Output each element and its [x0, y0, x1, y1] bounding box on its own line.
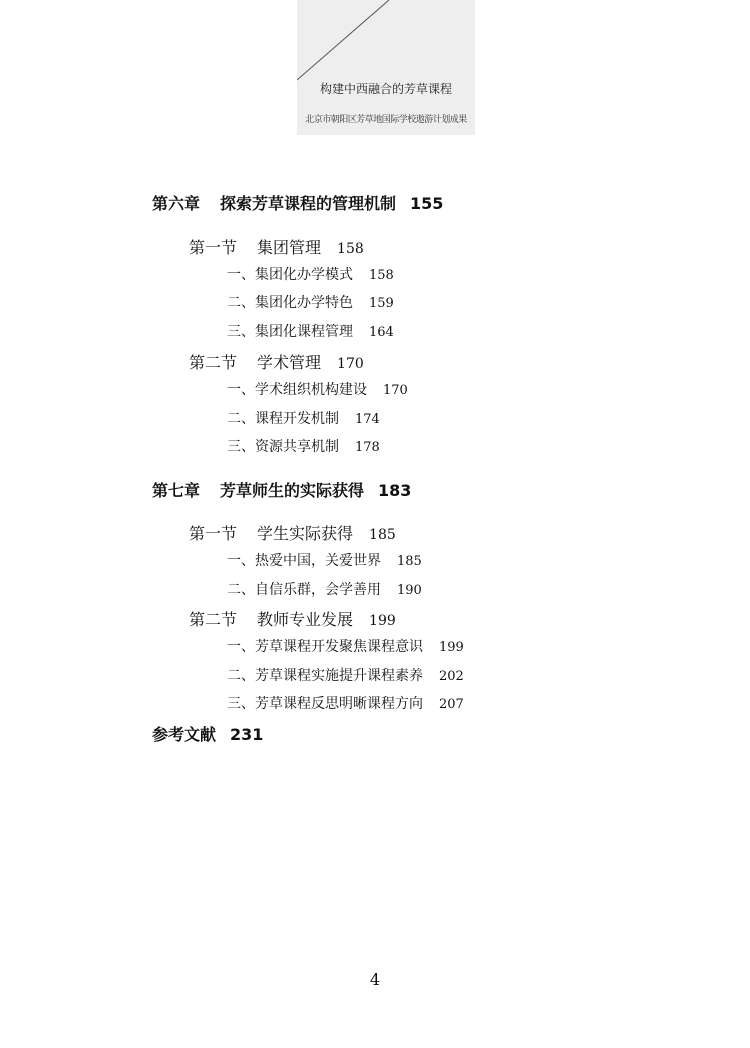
toc-page: 185	[397, 554, 422, 569]
toc-label: 二、	[227, 295, 255, 311]
toc-item	[227, 292, 394, 312]
toc-page: 199	[369, 613, 396, 629]
toc-title: 教师专业发展	[257, 610, 354, 629]
toc-item	[227, 665, 464, 685]
toc-label: 三、	[227, 324, 255, 340]
toc-title: 集团管理	[257, 238, 322, 257]
toc-label: 一、	[227, 553, 255, 569]
toc-title: 课程开发机制	[255, 411, 339, 427]
toc-page: 185	[369, 527, 396, 543]
toc-label: 一、	[227, 382, 255, 398]
toc-page: 174	[355, 412, 380, 427]
toc-page: 231	[230, 725, 264, 744]
toc-page: 178	[355, 440, 380, 455]
page-number: 4	[369, 970, 381, 989]
toc-label: 二、	[227, 668, 255, 684]
toc-label: 一、	[227, 639, 255, 655]
toc-title: 资源共享机制	[255, 439, 339, 455]
toc-item	[227, 321, 394, 341]
toc-label: 二、	[227, 582, 255, 598]
toc-chapter	[152, 722, 263, 745]
toc-page: 155	[410, 194, 444, 213]
toc-page: 158	[369, 268, 394, 283]
toc-item	[227, 636, 464, 656]
toc-page: 183	[378, 481, 412, 500]
toc-label: 第一节	[189, 524, 238, 543]
toc-label: 三、	[227, 696, 255, 712]
toc-item	[227, 436, 380, 456]
running-header-title: 构建中西融合的芳草课程	[319, 82, 452, 96]
toc-item	[227, 379, 408, 399]
toc-page: 199	[439, 640, 464, 655]
toc-chapter	[152, 191, 443, 214]
toc-title: 学术组织机构建设	[255, 382, 367, 398]
toc-title: 学生实际获得	[257, 524, 354, 543]
toc-page: 158	[337, 241, 364, 257]
running-header-subtitle: 北京市朝阳区芳草地国际学校遨游计划成果	[305, 115, 467, 125]
toc-title: 集团化办学特色	[255, 295, 353, 311]
toc-title: 热爱中国，关爱世界	[255, 553, 381, 569]
toc-page: 170	[383, 383, 408, 398]
toc-page: 164	[369, 325, 394, 340]
toc-title: 芳草师生的实际获得	[220, 481, 365, 500]
toc-chapter	[152, 478, 411, 501]
toc-item	[227, 408, 380, 428]
toc-page: 202	[439, 669, 464, 684]
toc-section	[189, 521, 396, 544]
toc-label: 一、	[227, 267, 255, 283]
toc-label: 第二节	[189, 610, 238, 629]
toc-item	[227, 693, 464, 713]
toc-title: 探索芳草课程的管理机制	[220, 194, 397, 213]
toc-label: 第二节	[189, 353, 238, 372]
toc-label: 第六章	[152, 194, 201, 213]
toc-title: 集团化课程管理	[255, 324, 353, 340]
toc-page: 190	[397, 583, 422, 598]
toc-title: 集团化办学模式	[255, 267, 353, 283]
toc-title: 芳草课程反思明晰课程方向	[255, 696, 423, 712]
toc-label: 三、	[227, 439, 255, 455]
toc-title: 参考文献	[152, 725, 217, 744]
toc-title: 芳草课程实施提升课程素养	[255, 668, 423, 684]
toc-label: 第一节	[189, 238, 238, 257]
toc-page: 170	[337, 356, 364, 372]
toc-section	[189, 607, 396, 630]
toc-page: 207	[439, 697, 464, 712]
toc-item	[227, 264, 394, 284]
toc-title: 学术管理	[257, 353, 322, 372]
toc-item	[227, 579, 422, 599]
toc-section	[189, 350, 364, 373]
toc-title: 芳草课程开发聚焦课程意识	[255, 639, 423, 655]
toc-section	[189, 235, 364, 258]
toc-label: 第七章	[152, 481, 201, 500]
toc-page: 159	[369, 296, 394, 311]
toc-title: 自信乐群，会学善用	[255, 582, 381, 598]
toc-label: 二、	[227, 411, 255, 427]
toc-item	[227, 550, 422, 570]
